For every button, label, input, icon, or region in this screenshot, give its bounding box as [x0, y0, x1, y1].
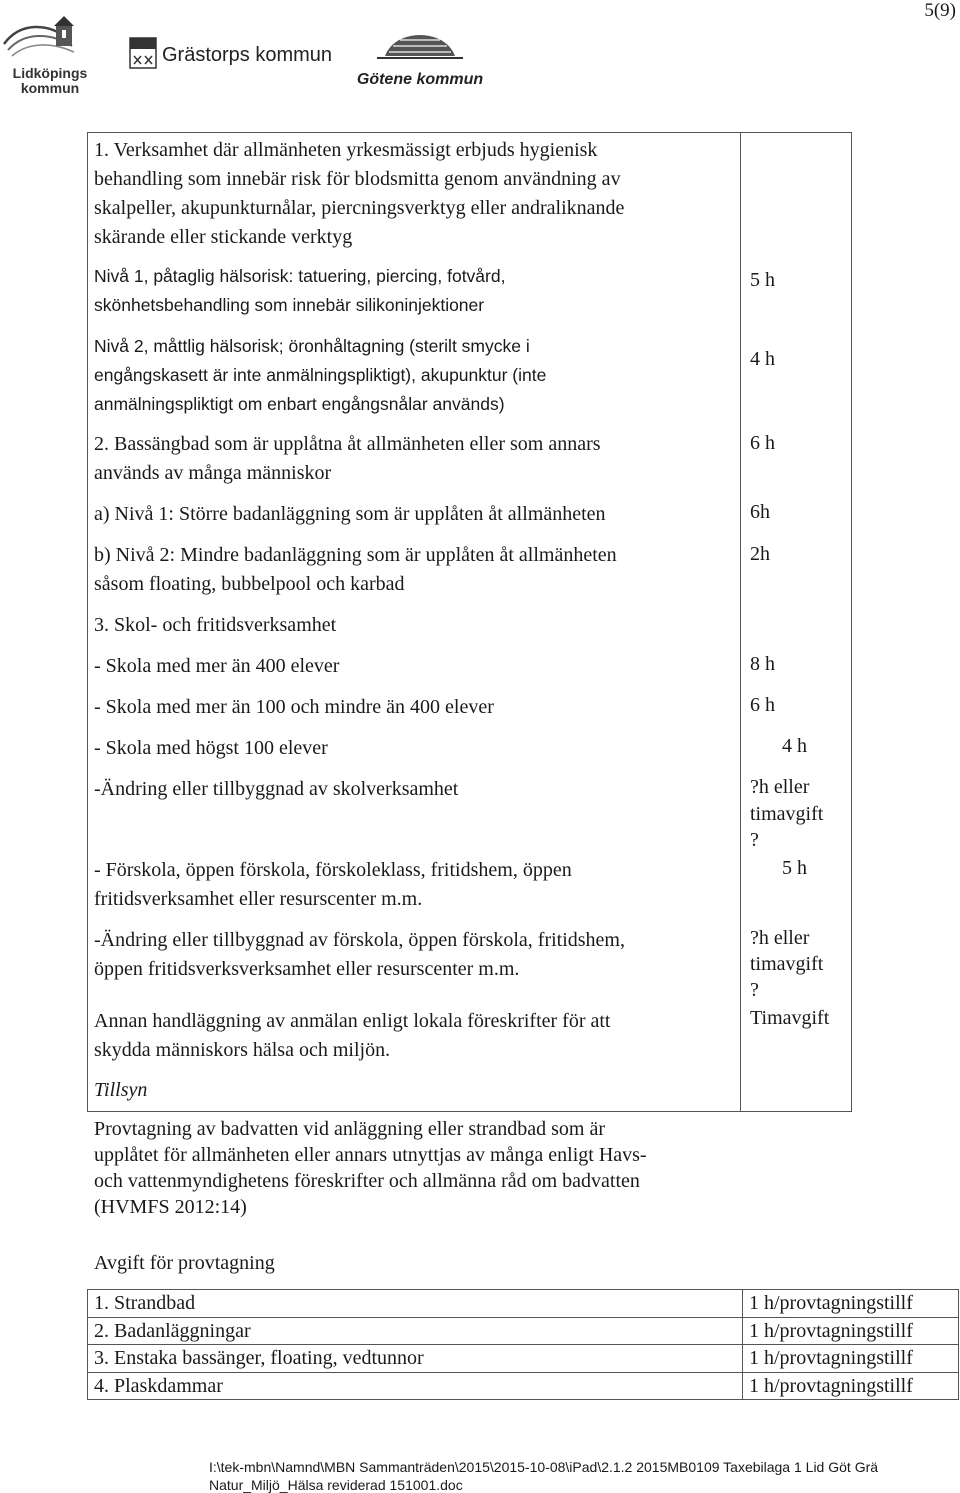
school-item-2-hours: 6 h	[750, 694, 775, 716]
change-preschool-hours-line3: ?	[750, 979, 759, 1001]
other-handling-line1: Annan handläggning av anmälan enligt lokala föreskrifter för att	[94, 1010, 611, 1032]
change-school-text: -Ändring eller tillbyggnad av skolverksamhet	[94, 778, 459, 800]
table-row	[88, 1290, 959, 1318]
fee-heading: Avgift för provtagning	[94, 1252, 275, 1274]
fee-value: 1 h/provtagningstillf	[743, 1372, 959, 1400]
preschool-hours: 5 h	[782, 857, 807, 879]
grastorp-logo-text: Grästorps kommun	[162, 44, 333, 66]
fee-value: 1 h/provtagningstillf	[743, 1317, 959, 1345]
lidkoping-logo-text-1: Lidköpings	[12, 65, 88, 81]
section2-heading-hours: 6 h	[750, 432, 775, 454]
grastorp-logo	[128, 34, 338, 74]
supervision-heading: Tillsyn	[94, 1079, 148, 1101]
section1-level2-line1: Nivå 2, måttlig hälsorisk; öronhåltagning (sterilt smycke i	[94, 336, 530, 356]
section1-level1-line1: Nivå 1, påtaglig hälsorisk: tatuering, piercing, fotvård,	[94, 266, 506, 286]
lidkoping-emblem-icon	[0, 16, 100, 96]
change-preschool-hours-line2: timavgift	[750, 953, 824, 975]
table-row	[88, 1372, 959, 1400]
fee-label: 1. Strandbad	[88, 1290, 743, 1318]
fee-label: 4. Plaskdammar	[88, 1372, 743, 1400]
gotene-logo-text: Götene kommun	[356, 71, 484, 88]
change-school-hours-line3: ?	[750, 829, 759, 851]
school-item-1: - Skola med mer än 400 elever	[94, 655, 340, 677]
change-preschool-line2: öppen fritidsverksverksamhet eller resurscenter m.m.	[94, 958, 520, 980]
school-item-1-hours: 8 h	[750, 653, 775, 675]
fee-label: 3. Enstaka bassänger, floating, vedtunnor	[88, 1345, 743, 1373]
grastorp-emblem-icon	[128, 34, 338, 74]
preschool-line1: - Förskola, öppen förskola, förskoleklass, fritidshem, öppen	[94, 859, 572, 881]
lidkoping-logo	[0, 16, 100, 96]
column-divider	[740, 132, 741, 1112]
section2-heading-line1: 2. Bassängbad som är upplåtna åt allmänheten eller som annars	[94, 433, 601, 455]
sampling-fee-table	[87, 1289, 959, 1400]
fee-label: 2. Badanläggningar	[88, 1317, 743, 1345]
section1-heading-line3: skalpeller, akupunkturnålar, piercningsverktyg eller andraliknande	[94, 197, 625, 219]
section2-a-hours: 6h	[750, 501, 770, 523]
page-number: 5(9)	[924, 0, 956, 21]
section2-b-hours: 2h	[750, 543, 770, 565]
sampling-text-line4: (HVMFS 2012:14)	[94, 1196, 247, 1218]
school-item-3: - Skola med högst 100 elever	[94, 737, 328, 759]
section1-heading-line1: 1. Verksamhet där allmänheten yrkesmässigt erbjuds hygienisk	[94, 139, 598, 161]
change-preschool-line1: -Ändring eller tillbyggnad av förskola, öppen förskola, fritidshem,	[94, 929, 625, 951]
fee-value: 1 h/provtagningstillf	[743, 1290, 959, 1318]
section3-heading: 3. Skol- och fritidsverksamhet	[94, 614, 337, 636]
preschool-line2: fritidsverksamhet eller resurscenter m.m.	[94, 888, 423, 910]
section2-heading-line2: används av många människor	[94, 462, 332, 484]
sampling-text-line3: och vattenmyndighetens föreskrifter och allmänna råd om badvatten	[94, 1170, 640, 1192]
change-preschool-hours-line1: ?h eller	[750, 927, 810, 949]
sampling-text-line1: Provtagning av badvatten vid anläggning eller strandbad som är	[94, 1118, 605, 1140]
footer-line2: Natur_Miljö_Hälsa reviderad 151001.doc	[209, 1477, 463, 1493]
section1-level1-hours: 5 h	[750, 269, 775, 291]
change-school-hours-line2: timavgift	[750, 803, 824, 825]
section2-a-text: a) Nivå 1: Större badanläggning som är upplåten åt allmänheten	[94, 503, 606, 525]
other-handling-hours: Timavgift	[750, 1007, 830, 1029]
sampling-text-line2: upplåtet för allmänheten eller annars utnyttjas av många enligt Havs-	[94, 1144, 647, 1166]
fee-value: 1 h/provtagningstillf	[743, 1345, 959, 1373]
section1-heading-line4: skärande eller stickande verktyg	[94, 226, 353, 248]
section1-level1-line2: skönhetsbehandling som innebär silikoninjektioner	[94, 295, 485, 315]
footer-line1: I:\tek-mbn\Namnd\MBN Sammanträden\2015\2015-10-08\iPad\2.1.2 2015MB0109 Taxebilaga 1 Lid Göt Grä	[209, 1459, 879, 1475]
section1-level2-hours: 4 h	[750, 348, 775, 370]
section2-b-line1: b) Nivå 2: Mindre badanläggning som är upplåten åt allmänheten	[94, 544, 617, 566]
school-item-3-hours: 4 h	[782, 735, 807, 757]
table-row	[88, 1317, 959, 1345]
lidkoping-logo-text-2: kommun	[20, 80, 80, 96]
section1-level2-line2: engångskasett är inte anmälningspliktigt), akupunktur (inte	[94, 365, 547, 385]
gotene-emblem-icon	[355, 22, 485, 92]
file-path-footer	[209, 1458, 878, 1493]
school-item-2: - Skola med mer än 100 och mindre än 400 elever	[94, 696, 494, 718]
gotene-logo	[355, 22, 485, 92]
change-school-hours-line1: ?h eller	[750, 776, 810, 798]
table-row	[88, 1345, 959, 1373]
section2-b-line2: såsom floating, bubbelpool och karbad	[94, 573, 405, 595]
other-handling-line2: skydda människors hälsa och miljön.	[94, 1039, 391, 1061]
section1-heading-line2: behandling som innebär risk för blodsmitta genom användning av	[94, 168, 621, 190]
section1-level2-line3: anmälningspliktigt om enbart engångsnålar används)	[94, 394, 505, 414]
